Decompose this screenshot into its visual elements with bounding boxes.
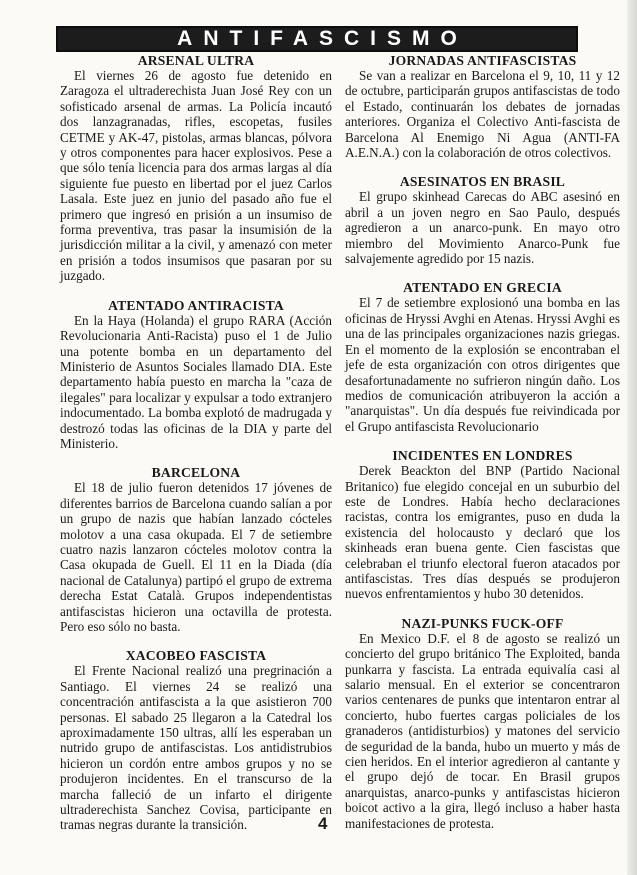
article-body: El Frente Nacional realizó una pregrinación a Santiago. El viernes 24 se realizó una concentración antifascista a la que asistieron 700 personas. El sabado 25 llegaron a la Catedral los aproximadamente 150 ultras, allí les esperaban un nutrido grupo de antifascistas. Los antidistrubios hicieron un cordón entre ambos grupos y no se produjeron incidentes. En el transcurso de la marcha falleció de un infarto el dirigente ultraderechista Sanchez Covisa, participante en tramas negras durante la transición. [60, 663, 332, 833]
article-title: INCIDENTES EN LONDRES [392, 448, 573, 464]
article-nazi-punks [345, 616, 620, 831]
article-jornadas-antifascistas [345, 53, 620, 160]
article-body: Derek Beackton del BNP (Partido Nacional Britanico) fue elegido concejal en un suburbio del este de Londres. Había hecho declaraciones racistas, contra los emigrantes, puso en duda la existencia del holocausto y declaró que los skinheads eran buena gente. Cien fascistas que celebraban el triunfo electoral fueron atacados por antifascistas. Tres días después se produjeron nuevos enfrentamientos y hubo 30 detenidos. [345, 463, 620, 602]
page-number: 4 [318, 814, 328, 833]
article-body: El viernes 26 de agosto fue detenido en Zaragoza el ultraderechista Juan José Rey con un sofisticado arsenal de armas. La Policía incautó dos lanzagranadas, rifles, escopetas, fusiles CETME y AK-47, pistolas, armas blancas, pólvora y otros componentes para hacer explosivos. Pese a que sólo tenía licencia para dos armas largas al día siguiente fue puesto en libertad por el juez Carlos Lasala. Este juez en junio del pasado año fue el primero que ingresó en prisión a un insumiso de forma preventiva, tras pasar la insumisión de la jurisdicción militar a la civil, y amenazó con meter en prisión a todos insumisos que pasaran por su juzgado. [60, 68, 332, 284]
article-body: El 18 de julio fueron detenidos 17 jóvenes de diferentes barrios de Barcelona cuando salían a por un grupo de nazis que habían lanzado cócteles molotov a una casa okupada. El 7 de setiembre cuatro nazis lanzaron cócteles molotov contra la Casa okupada de Guell. El 11 en la Diada (día nacional de Catalunya) partipó el grupo de extrema derecha Estat Català. Grupos independentistas antifascistas hicieron una octavilla de protesta. Pero eso sólo no basta. [60, 480, 332, 634]
article-title: ASESINATOS EN BRASIL [399, 174, 566, 190]
article-body: En Mexico D.F. el 8 de agosto se realizó un concierto del grupo británico The Exploited, banda punkarra y fascista. La entrada equivalía casi al salario mensual. En el exterior se concentraron varios centenares de punks que intentaron entrar al concierto, hubo fuertes cargas policiales de los granaderos (antidisturbios) y matones del servicio de seguridad de la banda, hubo un muerto y más de cien heridos. En el interior agredieron al cantante y el grupo dejó de tocar. En Brasil grupos anarquistas, anarco-punks y antifascistas hicieron boicot activo a la gira, llegó incluso a haber hasta manifestaciones de protesta. [345, 630, 620, 831]
article-title: BARCELONA [151, 465, 241, 481]
article-title: XACOBEO FASCISTA [125, 648, 267, 664]
article-title: JORNADAS ANTIFASCISTAS [388, 53, 577, 68]
article-body: En la Haya (Holanda) el grupo RARA (Acción Revolucionaria Anti-Racista) puso el 1 de Julio una potente bomba en un departamento del Ministerio de Asuntos Sociales llamado DIA. Este departamento había puesto en marcha la "caza de ilegales" para localizar y expulsar a todo extranjero indocumentado. La bomba explotó de madrugada y destrozó todas las oficinas de la DIA y parte del Ministerio. [60, 312, 332, 451]
article-title: NAZI-PUNKS FUCK-OFF [401, 615, 564, 631]
article-barcelona [60, 465, 332, 634]
article-xacobeo-fascista [60, 648, 332, 832]
left-column [60, 53, 332, 833]
right-column [345, 53, 620, 831]
article-arsenal-ultra [60, 53, 332, 284]
article-title: ARSENAL ULTRA [137, 53, 255, 68]
article-body: Se van a realizar en Barcelona el 9, 10, 11 y 12 de octubre, participarán grupos antifascistas de todo el Estado, continuarán los debates de jornadas anteriores. Organiza el Colectivo Anti-fascista de Barcelona Al Enemigo Ni Agua (ANTI-FA A.E.N.A.) con la colaboración de otros colectivos. [345, 68, 620, 161]
article-asesinatos-brasil [345, 174, 620, 266]
article-atentado-grecia [345, 280, 620, 434]
page-edge-shadow [627, 0, 637, 875]
article-atentado-antiracista [60, 298, 332, 452]
article-incidentes-londres [345, 448, 620, 602]
article-title: ATENTADO ANTIRACISTA [108, 297, 284, 313]
article-title: ATENTADO EN GRECIA [403, 280, 562, 296]
article-body: El 7 de setiembre explosionó una bomba en las oficinas de Hryssi Avghi en Atenas. Hryssi Avghi es una de las principales organizaciones nazis griegas. En el momento de la explosión se encontraban el jefe de esta organización con otros dirigentes que desafortunadamente no sufrieron ningún daño. Los medios de comunicación atribuyeron la acción a "anarquistas". Un día después fue reivindicada por el Grupo antifascista Revolucionario [345, 295, 620, 434]
section-banner [56, 26, 578, 52]
section-title: ANTIFASCISMO [177, 27, 468, 50]
article-body: El grupo skinhead Carecas do ABC asesinó en abril a un joven negro en Sao Paulo, después agredieron a un anarco-punk. En mayo otro miembro del Movimiento Anarco-Punk fue salvajemente agredido por 15 nazis. [345, 189, 620, 267]
